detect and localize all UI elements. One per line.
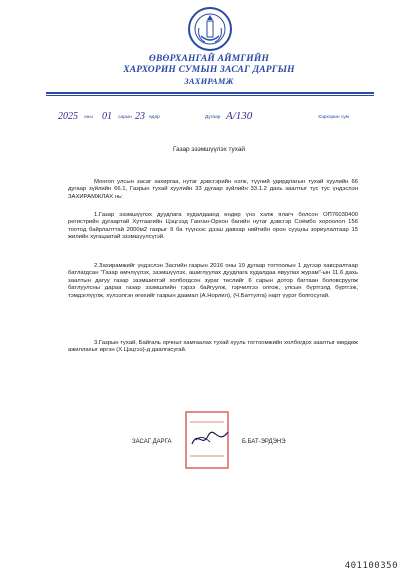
header-rule-thick: [46, 92, 374, 94]
date-day: 23: [135, 111, 145, 122]
number-label: Дугаар: [205, 115, 221, 120]
header-line-aimag: ӨВӨРХАНГАЙ АЙМГИЙН: [148, 54, 270, 64]
decree-subject: Газар эзэмшүүлэх тухай: [172, 146, 246, 153]
header-line-decree: ЗАХИРАМЖ: [184, 76, 234, 86]
intro-paragraph: Монгол улсын засаг захиргаа, нутаг дэвсгэрийн нэгж, түүний удирдлагын тухай хуулийн 66 дугаар зүйлийн 66.1, Газрын тухай хуулийн 33 дугаар зүйлийн 33.1.2 дахь заалтыг тус тус үндэслэн ЗАХИРАМЖЛАХ нь:: [68, 179, 358, 200]
date-year-label: оны: [84, 115, 93, 120]
signatory-name: Б.БАТ-ЭРДЭНЭ: [242, 439, 286, 445]
date-day-label: өдөр: [149, 115, 160, 120]
header-line-sum: ХАРХОРИН СУМЫН ЗАСАГ ДАРГЫН: [123, 65, 295, 75]
document-serial-number: 401100350: [344, 561, 398, 571]
paragraph-3: 3.Газрын тухай, Байгаль орчныг хамгаалах тухай хууль тогтоомжийн холбогдох заалтыг мөрдөж ажиллахыг иргэн (Х.Цэцгээ)-д даалгасугай.: [68, 340, 358, 354]
date-month-label: сарын: [118, 115, 132, 120]
handwritten-signature-icon: [190, 428, 230, 450]
place-label: Хархорин сум: [318, 115, 349, 120]
date-month: 01: [102, 111, 112, 122]
date-year: 2025: [58, 111, 78, 122]
paragraph-2: 2.Захирамжийг үндэслэн Засгийн газрын 2016 оны 10 дугаар тогтоолын 1 дүгээр хавсралтаар батлагдсан "Газар өмчлүүлэх, эзэмшүүлэх, ашиглуулах дуудлага худалдаа явуулах журам"-ын 11.6 дахь заалтын дагуу газар эзэмшихтэй холбогдсон зураг төслийг 6 сарын дотор багтаан боловсруулж батлуулсны дараа газар эзэмшлийн гэрээ байгуулж, гэрчилгээ олгож, улсын бүртгэлд бүртгэж, тэмдэглүүлж, хүлээлгэн өгөхийг газрын даамал (А.Норлил), (Ч.Баттулга) нарт үүрэг болгосугай.: [68, 263, 358, 299]
decree-number: А/130: [226, 110, 253, 122]
state-emblem-icon: [187, 6, 233, 52]
paragraph-1: 1.Газар эзэмшүүлэх дуудлага худалдаанд өндөр үнэ хэлж ялагч болсон ОП76030400 регистрийн дугаартай Хутгаагийн Цэцгээд Ганган-Орхон багийн нутаг дэвсгэр Соёмбо хороолол 156 тоотод байрлалттай 2000м2 газрыг 9 ба түүнээс дээш давхар нийтийн орон сууцны зориулалтаар 15 жилийн хугацаатай эзэмшүүлсүгэй.: [68, 212, 358, 241]
signatory-title: ЗАСАГ ДАРГА: [132, 439, 172, 445]
header-rule-thin: [46, 95, 374, 96]
